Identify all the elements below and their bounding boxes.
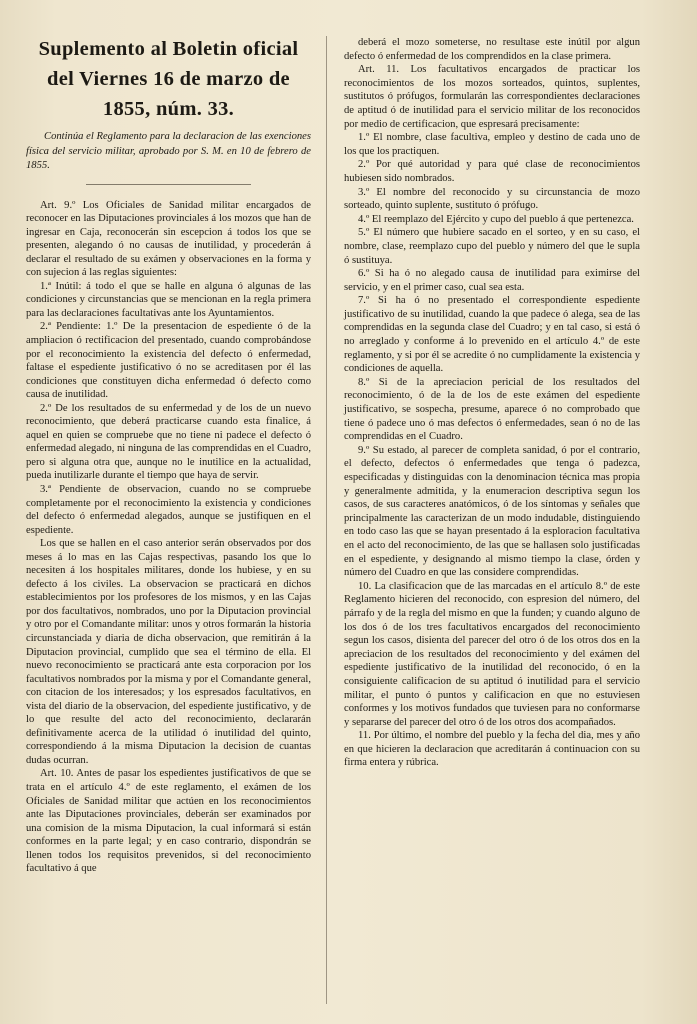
page-title <box>26 34 311 124</box>
continuation-paragraph: deberá el mozo someterse, no resultase este inútil por algun defecto ó enfermedad de los comprendidos en la clase primera. <box>344 37 640 62</box>
article-10-paragraph: Art. 10. Antes de pasar los espedientes justificativos de que se trata en el artículo 4.º de este reglamento, el exámen de los Oficiales de Sanidad militar que actúen en los reconocimientos ante las Diputaciones provinciales, deberán ser examinados por una comision de la misma Diputacion, la cual informará si están conformes en la parte legal; y en caso contrario, dispondrán se llenen todos los requisitos prevenidos, si del reconocimiento facultativo á que <box>26 768 311 875</box>
item-2-paragraph: 2.º Por qué autoridad y para qué clase de reconocimientos hubiesen sido nombrados. <box>344 159 640 184</box>
rule-2-paragraph: 2.ª Pendiente: 1.º De la presentacion de espediente ó de la ampliacion ó rectificacion del presentado, cuando comprobándose por el reconocimiento la existencia del defecto ó enfermedad, faltase el espediente justificativo ó no se acreditasen por él las condiciones que constituyen dicha enfermedad ó defecto como causa de inutilidad. <box>26 321 311 401</box>
column-divider <box>326 36 327 1004</box>
rule-3-paragraph: 3.ª Pendiente de observacion, cuando no se compruebe completamente por el reconocimiento la existencia y condiciones del defecto ó enfermedad alegados, aunque se justifiquen en el espediente. <box>26 483 311 536</box>
item-8-paragraph: 8.º Si de la apreciacion pericial de los resultados del reconocimiento, ó de la de los de este exámen del espediente justificativo, se sospecha, presume, aparece ó no comprobado que tiene ó padece uno ó mas defectos ó enfermedades, sean ó no de las comprendidas en el Cuadro. <box>344 376 640 443</box>
item-1-paragraph: 1.º El nombre, clase facultiva, empleo y destino de cada uno de los que los practiquen. <box>344 132 640 157</box>
article-9-paragraph: Art. 9.º Los Oficiales de Sanidad militar encargados de reconocer en las Diputaciones provinciales á los mozos que han de ingresar en Caja, reconocerán sin escepcion á todos los que se presenten, alegando ó no causas de inutilidad, y procederán á declarar el resultado de su exámen y observaciones en la forma y con sujecion á las reglas siguientes: <box>26 199 311 279</box>
item-7-paragraph: 7.º Si ha ó no presentado el correspondiente espediente justificativo de su inutilidad, cuando la que padece ó alega, sea de las comprendidas en la segunda clase del Cuadro; y en tal caso, si está ó no arreglado y conforme á lo prevenido en el artículo 4.º de este reglamento, y si por él se acredite ó no cumplidamente la existencia y condiciones de aquella. <box>344 295 640 375</box>
item-5-paragraph: 5.º El número que hubiere sacado en el sorteo, y en su caso, el nombre, clase, reemplazo cupo del pueblo y número del que le supla ó sustituya. <box>344 227 640 266</box>
title-line-2: del Viernes 16 de marzo de <box>47 68 290 90</box>
item-4-paragraph: 4.º El reemplazo del Ejército y cupo del pueblo á que pertenezca. <box>358 213 634 225</box>
title-line-1: Suplemento al Boletin oficial <box>38 38 299 60</box>
item-9-paragraph: 9.º Su estado, al parecer de completa sanidad, ó por el contrario, el defecto, defectos ó enfermedades que tenga ó padezca, especificadas y distinguidas con la denominacion técnica mas propia y generalmente admitida, y la enumeracion descriptiva segun los casos, de sus caracteres anatómicos, ó de los síntomas y señales que principalmente las caracterizan de un modo indudable, distinguiendo en todo caso las que se hayan presentado á la esploracion facultativa en el acto del reconocimiento, de las que se hallasen solo justificadas en el espediente, y designando al mismo tiempo la clase, órden y número del Cuadro en que las considere comprendidas. <box>344 444 640 579</box>
item-3-paragraph: 3.º El nombre del reconocido y su circunstancia de mozo sorteado, quinto suplente, sustituto ó prófugo. <box>344 186 640 212</box>
observation-paragraph: Los que se hallen en el caso anterior serán observados por dos meses á lo mas en las Cajas respectivas, pasando los que lo necesiten á los hospitales militares, donde los hubiese, y en su defecto á los civiles. La observacion se practicará en dichos establecimientos por los profesores de los mismos, y en las Cajas por dos facultativos, nombrados, uno por la Diputacion provincial y otro por el Comandante militar: unos y otros formarán la historia circunstanciada y diaria de dicha observacion, que remitirán á la Diputacion provincial, cumplido que sea el término de ella. El nuevo reconocimiento se practicará ante esta corporacion por los facultativos nombrados por la misma y por el Comandante general, con citacion de los interesados; y los espresados facultativos, en vista del diario de la observacion, del espediente justificativo, y de lo que resulte del acto del reconocimiento, declararán definitivamente acerca de la utilidad ó inutilidad del quinto, correspondiendo á la misma Diputacion la decision de cuantas dudas ocurran. <box>26 538 311 766</box>
article-11-paragraph: Art. 11. Los facultativos encargados de practicar los reconocimientos de los mozos sorteados, quintos, suplentes, sustitutos ó prófugos, formularán las correspondientes declaraciones de aptitud ó de inutilidad para el servicio militar de los reconocidos por medio de certificacion, que espresará precisamente: <box>344 64 640 130</box>
item-6-paragraph: 6.º Si ha ó no alegado causa de inutilidad para eximirse del servicio, y en el primer caso, cual sea esta. <box>344 268 640 293</box>
item-10-paragraph: 10. La clasificacion que de las marcadas en el artículo 8.º de este Reglamento hicieren del reconocido, con espresion del número, del párrafo y de la regla del mismo en que la funden; y cuando alguno de los dos ó de los tres facultativos encargados del reconocimiento segun los casos, disienta del parecer del otro ó de los otros dos en la apreciacion de los resultados del reconocimiento y del exámen del espediente justificativo de la inutilidad del reconocido, ó en la consiguiente calificacion de su aptitud ó inutilidad para el servicio militar, el punto ó puntos y calificacion en que no estuviesen conformes y los motivos fundados que tuviesen para no conformarse y separarse del parecer del otro ó de los otros dos acompañados. <box>344 580 640 728</box>
subtitle: Continúa el Reglamento para la declaracion de las exenciones física del servicio militar, aprobado por S. M. en 10 de febrero de 1855. <box>26 131 311 171</box>
title-line-3: 1855, núm. 33. <box>102 98 235 120</box>
item-11-paragraph: 11. Por último, el nombre del pueblo y la fecha del dia, mes y año en que hicieren la declaracion que acreditarán á continuacion con su firma entera y rúbrica. <box>344 730 640 769</box>
right-column <box>344 36 640 770</box>
rule-2-second-paragraph: 2.º De los resultados de su enfermedad y de los de un nuevo reconocimiento, que deberá practicarse cuando esta finalice, á aquel en quien se compruebe que no tiene ni padece el defecto ó enfermedad alegado, ni ninguna de las comprendidas en el Cuadro, pero si alguna otra que, aunque no le inutilice en la actualidad, pueda inutilizarle durante el tiempo que haya de servir. <box>26 402 311 482</box>
separator-rule <box>86 184 251 185</box>
left-column <box>26 30 311 876</box>
rule-1-paragraph: 1.ª Inútil: á todo el que se halle en alguna ó algunas de las condiciones y circunstancias que se mencionan en la regla primera para las declaraciones facultativas ante los Ayuntamientos. <box>26 280 311 319</box>
